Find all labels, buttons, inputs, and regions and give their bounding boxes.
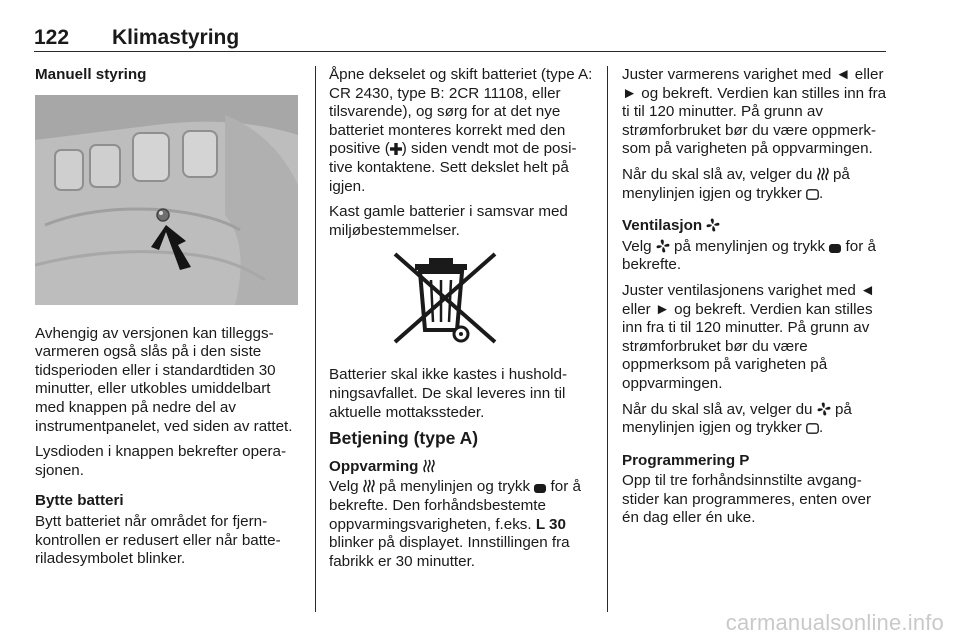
crossed-bin-icon [385,250,505,348]
display-value-l30: L 30 [535,515,566,533]
chapter-title: Klimastyring [112,26,240,49]
ventilation-text [622,238,888,275]
off-button-icon [806,423,819,434]
heater-off-text-a: Når du skal slå av, velger du [622,165,817,183]
ventilation-off-text-c: . [819,419,824,437]
page-number: 122 [34,26,70,49]
led-confirm-text: Lysdioden i knappen bekrefter operasjonen. [35,443,287,479]
heating-text-c: for å bekrefte. Den forhåndsbestemte oppvarmingsvarigheten, f.eks. [329,478,581,533]
heat-waves-icon [423,459,435,473]
household-waste-text: Batterier skal ikke kastes i husholdningsavfallet. De skal leveres inn til aktuelle mottakssteder. [329,366,568,421]
heating-text-b: på menylinjen og trykk [374,478,535,496]
heating-heading-label: Oppvarming [329,457,419,475]
column-divider-2 [607,66,608,612]
heating-text-d: blinker på displayet. Innstillingen fra fabrikk er 30 minutter. [329,534,570,570]
battery-heading: Bytte batteri [35,492,124,510]
ventilation-heading [622,217,888,236]
ventilation-heading-label: Ventilasjon [622,217,703,235]
heating-text [329,478,595,571]
ventilation-off-text-b: på menylinjen igjen og trykker [622,400,852,437]
fan-icon [706,218,720,232]
heating-heading [329,458,595,477]
replace-battery-text-b: ) siden vendt mot de positive kontaktene. Sett dekslet helt på igjen. [329,140,577,195]
ventilation-duration-text: Juster ventilasjonens varighet med ◄ eller ► og bekreft. Verdien kan stilles inn fra ti til 120 minutter. På grunn av strømforbruket bør du være oppmerksom på varigheten på oppvarmingen. [622,281,876,392]
column-divider-1 [315,66,316,612]
heater-off-text-b: på menylinjen igjen og trykker [622,165,850,202]
heat-waves-icon [363,479,375,493]
fan-icon [817,402,831,416]
battery-text: Bytt batteriet når området for fjernkontrollen er redusert eller når batteriladesymbolet blinker. [35,512,281,568]
programming-heading: Programmering P [622,451,750,469]
ventilation-off-text-a: Når du skal slå av, velger du [622,400,817,418]
column-2 [329,66,595,578]
heater-off-text [622,166,888,203]
ventilation-off-text [622,401,888,438]
dispose-battery-text: Kast gamle batterier i samsvar med miljøbestemmelser. [329,203,568,239]
ventilation-text-b: på menylinjen og trykk [669,237,830,255]
heating-text-a: Velg [329,478,363,496]
heater-off-text-c: . [819,184,824,202]
replace-battery-text-a: Åpne dekselet og skift batteriet (type A: CR 2430, type B: 2CR 11108, eller tilsvarende), og sørg for at det nye batteriet monteres korrekt med den positive ( [329,66,593,158]
dashboard-button-photo [35,95,298,305]
programming-text: Opp til tre forhåndsinnstilte avgangstider kan programmeres, enten over én dag eller én uke. [622,472,872,527]
replace-battery-text [329,66,595,196]
watermark: carmanualsonline.info [725,610,944,635]
heat-waves-icon [817,167,829,181]
manual-control-text: Avhengig av versjonen kan tilleggsvarmeren også slås på i den siste tidsperioden eller i standardtiden 30 minutter, eller utkobles umiddelbart med knappen på nedre del av instrumentpanelet, ved siden av rattet. [35,324,293,435]
header-rule [34,51,886,52]
confirm-button-icon [829,244,841,253]
fan-icon [656,239,670,253]
column-3 [622,66,888,535]
operation-type-a-heading: Betjening (type A) [329,428,479,449]
page-header [34,26,886,52]
ventilation-text-a: Velg [622,237,656,255]
confirm-button-icon [534,484,546,493]
heater-duration-text: Juster varmerens varighet med ◄ eller ► og bekreft. Verdien kan stilles inn fra ti til 120 minutter. På grunn av strømforbruket bør du være oppmerksom på varigheten på oppvarmingen. [622,66,887,158]
plus-icon [390,143,402,155]
manual-control-heading: Manuell styring [35,66,147,83]
ventilation-text-c: for å bekrefte. [622,237,876,274]
column-1 [35,66,301,576]
off-button-icon [806,189,819,200]
